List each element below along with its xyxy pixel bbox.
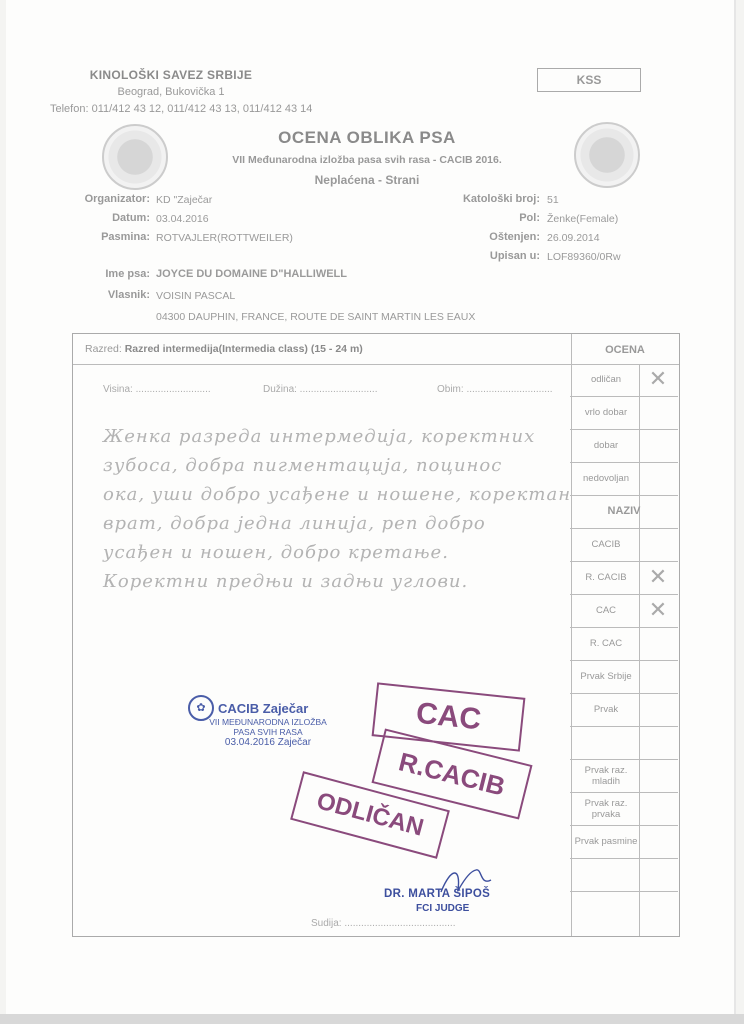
title-1-label: CACIB (591, 539, 621, 550)
grade-4-checkbox[interactable] (638, 462, 678, 495)
handwriting-line: врат, добра једна линија, реп добро (103, 513, 486, 534)
title-8-checkbox[interactable] (638, 759, 678, 792)
title-4-checkbox[interactable] (638, 627, 678, 660)
date-value: 03.04.2016 (156, 213, 209, 225)
title-5-checkbox[interactable] (638, 660, 678, 693)
registry-value: LOF89360/0Rw (547, 251, 621, 263)
stamp-date: 03.04.2016 Zaječar (224, 737, 312, 748)
organizer-value: KD "Zaječar (156, 194, 213, 206)
title-9-label: Prvak raz. prvaka (584, 797, 628, 820)
dog-name-value: JOYCE DU DOMAINE D"HALLIWELL (156, 268, 347, 280)
owner-label: Vlasnik: (107, 289, 150, 301)
title-10-label: Prvak pasmine (574, 836, 638, 847)
title-4-label: R. CAC (589, 638, 623, 649)
birth-date-value: 26.09.2014 (547, 232, 600, 244)
height-field: Visina: ........................... (103, 384, 211, 395)
judge-name: DR. MARTA ŠIPOŠ (384, 888, 491, 900)
grade-4-label: nedovoljan (583, 473, 629, 484)
owner-value: VOISIN PASCAL (156, 290, 236, 302)
title-1-checkbox[interactable] (638, 528, 678, 561)
title-2-checkbox[interactable]: ✕ (648, 565, 668, 590)
title-3-label: CAC (595, 605, 617, 616)
judge-signature (436, 862, 496, 898)
payment-status: Neplaćena - Strani (314, 173, 420, 187)
grade-3-label: dobar (593, 440, 619, 451)
organization-address: Beograd, Bukovička 1 (117, 86, 225, 98)
length-field: Dužina: ............................ (263, 384, 378, 395)
grade-2-label: vrlo dobar (584, 407, 628, 418)
organizer-label: Organizator: (84, 193, 150, 205)
title-2-label: R. CACIB (585, 572, 627, 583)
dog-name-label: Ime psa: (105, 268, 150, 280)
event-name: VII Međunarodna izložba pasa svih rasa - CACIB 2016. (232, 154, 502, 166)
organization-phone: Telefon: 011/412 43 12, 011/412 43 13, 011/412 43 14 (50, 103, 313, 115)
odlican-stamp: ODLIČAN (290, 771, 450, 859)
handwriting-line: Коректни предњи и задњи углови. (103, 571, 469, 592)
document-title: OCENA OBLIKA PSA (278, 128, 456, 147)
breed-label: Pasmina: (101, 231, 150, 243)
title-3-checkbox[interactable]: ✕ (648, 598, 668, 623)
grade-3-checkbox[interactable] (638, 429, 678, 462)
judge-title: FCI JUDGE (416, 903, 470, 914)
organization-name: KINOLOŠKI SAVEZ SRBIJE (89, 68, 253, 82)
grade-2-checkbox[interactable] (638, 396, 678, 429)
handwriting-line: усађен и ношен, добро кретање. (103, 542, 449, 563)
judge-signature-line: Sudija: ........................................ (311, 918, 456, 929)
birth-date-label: Oštenjen: (489, 231, 540, 243)
title-11-label (574, 858, 638, 891)
cac-stamp: CAC (372, 682, 526, 751)
title-6-checkbox[interactable] (638, 693, 678, 726)
handwriting-line: зубоса, добра пигментација, поцинос (103, 455, 503, 476)
class-value: Razred intermedija(Intermedia class) (15 - 24 m) (124, 343, 363, 355)
breed-value: ROTVAJLER(ROTTWEILER) (156, 232, 293, 244)
kss-box: KSS (537, 68, 641, 92)
title-6-label: Prvak (593, 704, 619, 715)
stamp-line1: VII MEĐUNARODNA IZLOŽBA (209, 717, 327, 727)
date-label: Datum: (112, 212, 150, 224)
handwriting-line: Женка разреда интермедија, коректних (103, 426, 536, 447)
rcacib-stamp: R.CACIB (371, 728, 532, 819)
scan-edge (0, 1014, 744, 1024)
owner-address: 04300 DAUPHIN, FRANCE, ROUTE DE SAINT MARTIN LES EAUX (156, 311, 476, 323)
title-9-checkbox[interactable] (638, 792, 678, 825)
score-sheet-page (6, 0, 736, 1018)
title-8-label: Prvak raz. mladih (584, 764, 628, 787)
cacib-zajecar-stamp (188, 695, 348, 748)
stamp-line2: PASA SVIH RASA (233, 727, 303, 737)
stamp-logo-icon: ✿ (188, 695, 214, 721)
title-10-checkbox[interactable] (638, 825, 678, 858)
sex-label: Pol: (519, 212, 540, 224)
handwriting-line: ока, уши добро усађене и ношене, коректан (103, 484, 572, 505)
catalog-number-value: 51 (547, 194, 559, 206)
class-label: Razred: (85, 343, 122, 355)
title-7-checkbox[interactable] (638, 726, 678, 759)
sex-value: Ženke(Female) (547, 213, 619, 225)
title-11-checkbox[interactable] (638, 858, 678, 891)
grade-1-label: odličan (590, 374, 622, 385)
registry-label: Upisan u: (489, 250, 540, 262)
title-header: NAZIV (607, 505, 641, 517)
grade-header: OCENA (605, 344, 645, 356)
stamp-title: CACIB Zaječar (218, 700, 309, 716)
grade-1-checkbox[interactable]: ✕ (648, 367, 668, 392)
catalog-number-label: Katološki broj: (462, 193, 540, 205)
girth-field: Obim: ............................... (437, 384, 553, 395)
title-5-label: Prvak Srbije (580, 671, 632, 682)
title-7-label (574, 726, 638, 759)
